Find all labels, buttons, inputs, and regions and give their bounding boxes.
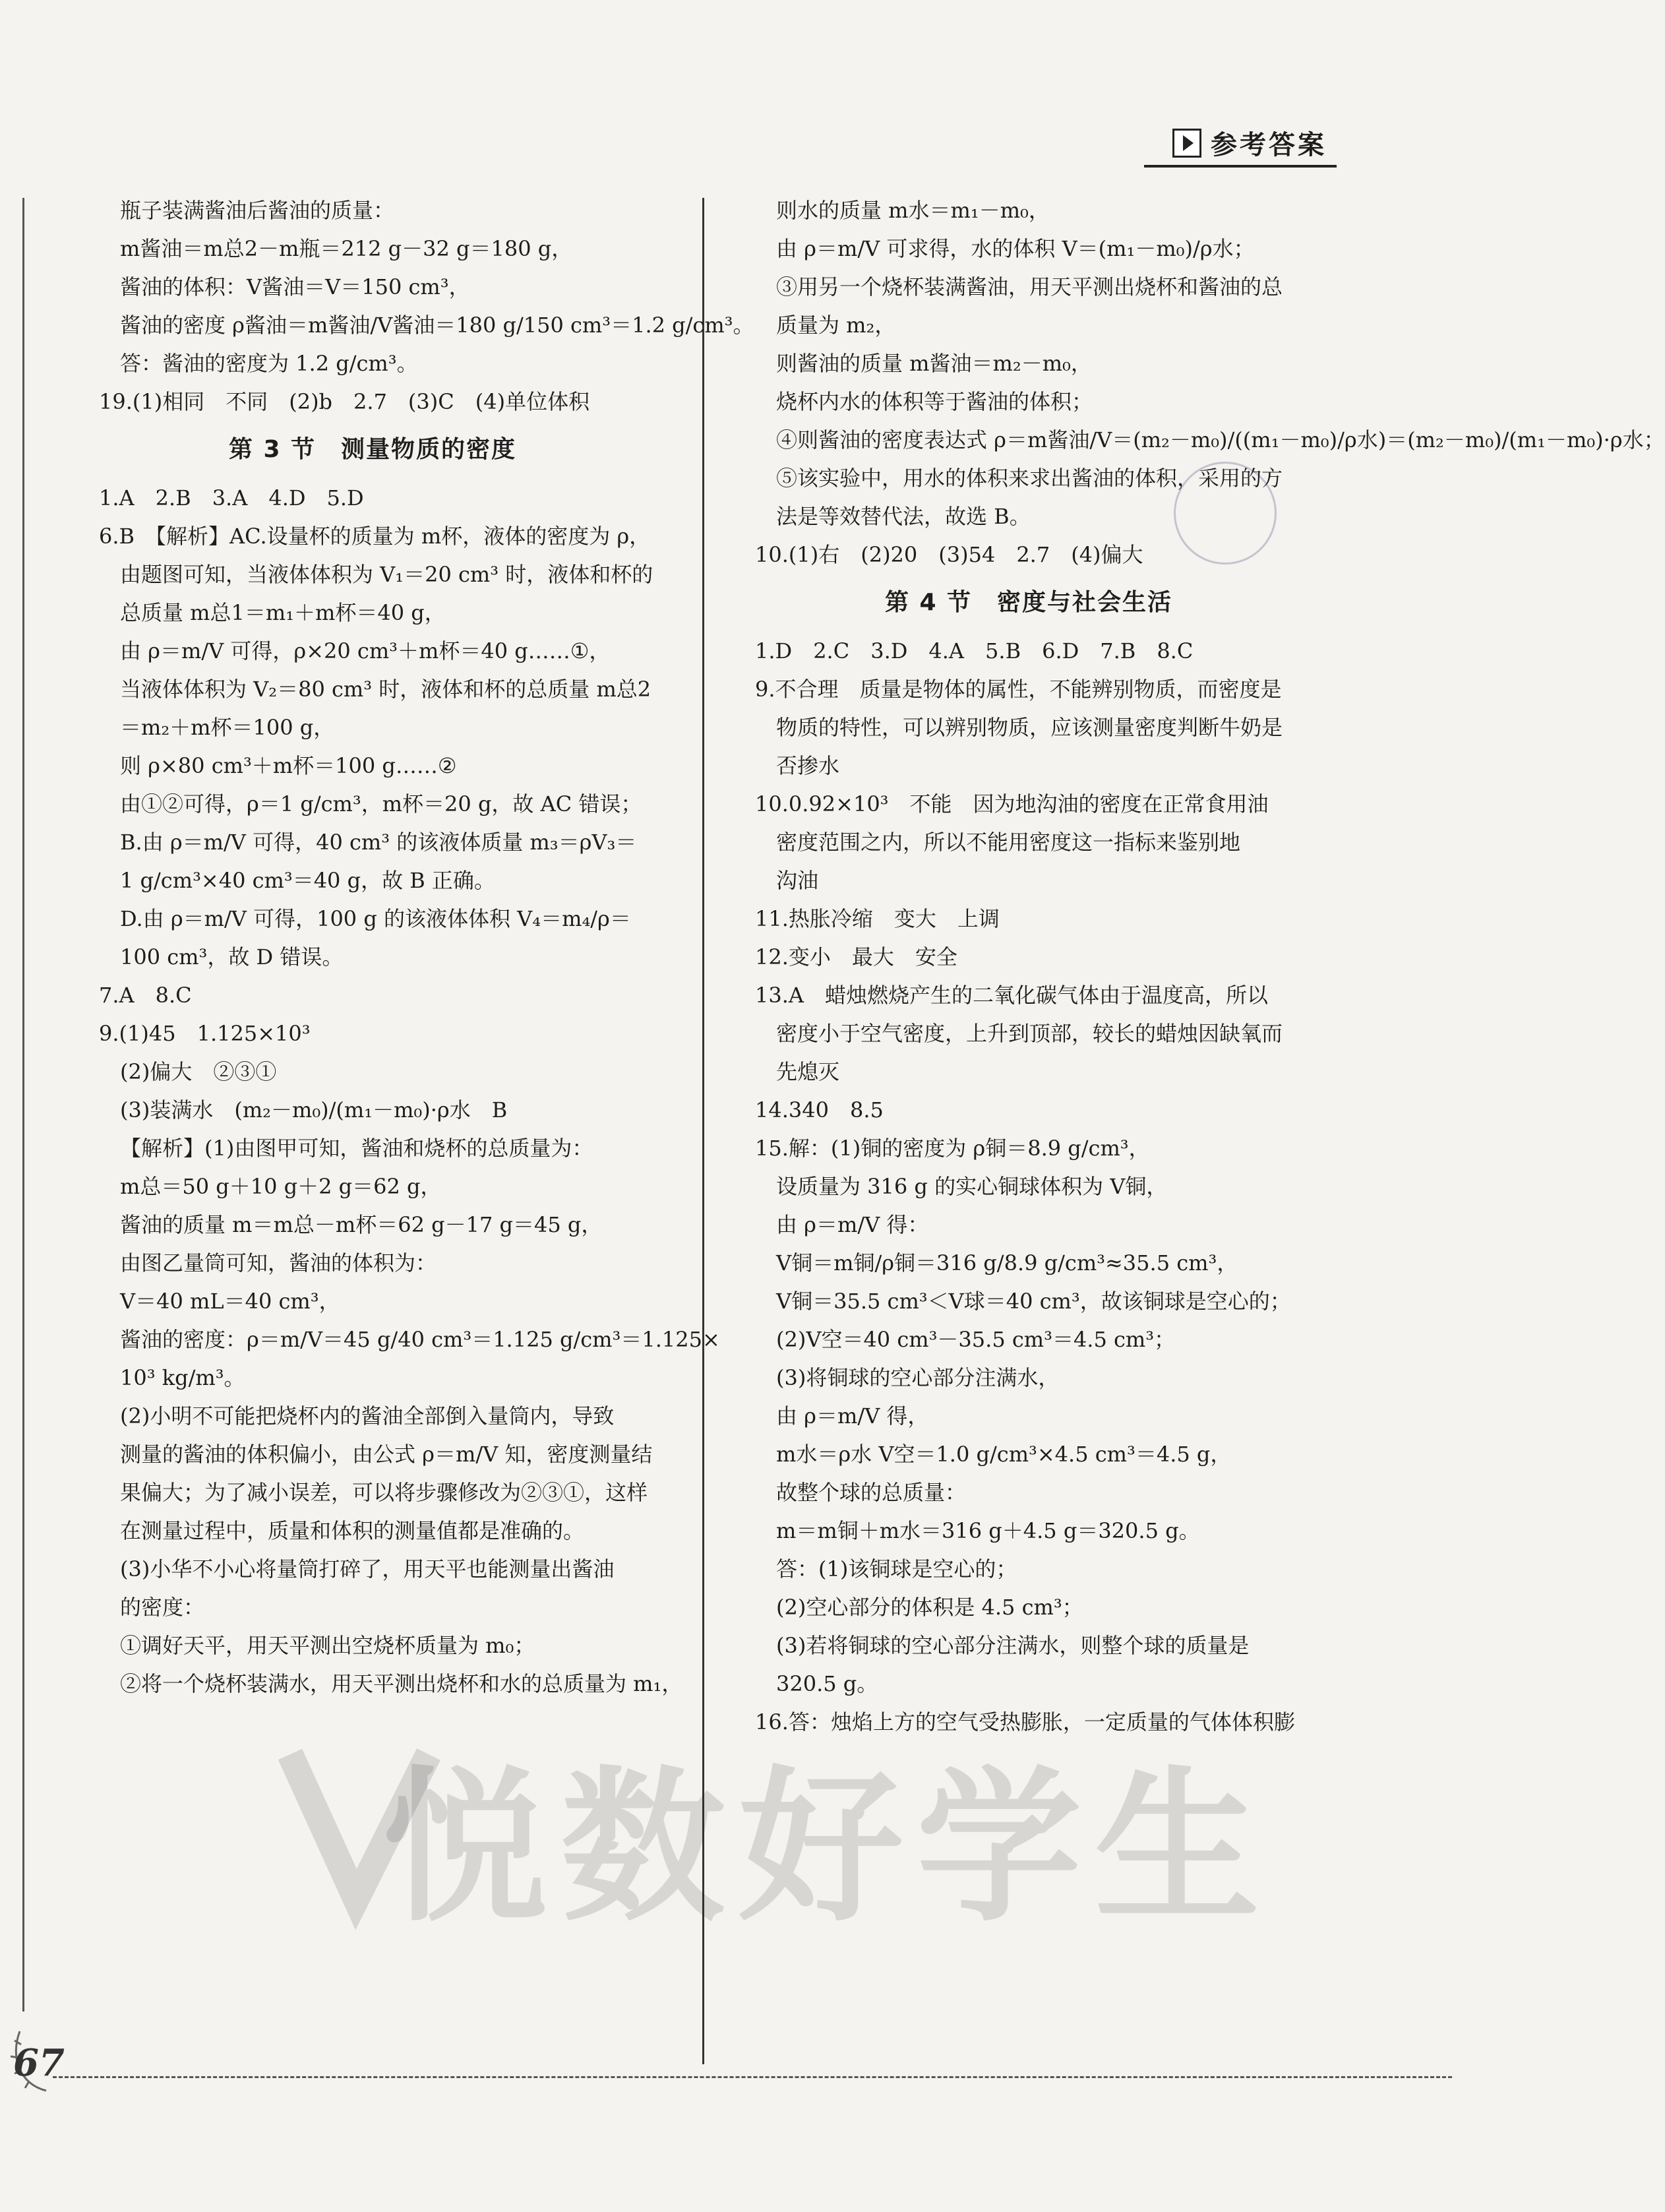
play-icon xyxy=(1172,129,1201,158)
text-line: ④则酱油的密度表达式 ρ＝m酱油/V＝(m₂－m₀)/((m₁－m₀)/ρ水)＝(m₂－m₀)/(m₁－m₀)·ρ水； xyxy=(776,427,1665,452)
text-line: 密度小于空气密度，上升到顶部，较长的蜡烛因缺氧而 xyxy=(776,1021,1283,1046)
text-line: (3)若将铜球的空心部分注满水，则整个球的质量是 xyxy=(776,1633,1250,1658)
text-line: 故整个球的总质量： xyxy=(776,1480,967,1505)
text-line: 由 ρ＝m/V 可得，ρ×20 cm³＋m杯＝40 g……①， xyxy=(120,638,611,663)
text-line: m＝m铜＋m水＝316 g＋4.5 g＝320.5 g。 xyxy=(776,1518,1200,1543)
page-header xyxy=(1172,124,1327,162)
text-line: 酱油的密度：ρ＝m/V＝45 g/40 cm³＝1.125 g/cm³＝1.125× xyxy=(120,1327,720,1352)
text-line: 在测量过程中，质量和体积的测量值都是准确的。 xyxy=(120,1518,585,1543)
text-line: 则 ρ×80 cm³＋m杯＝100 g……② xyxy=(120,753,457,778)
footer-rule xyxy=(53,2076,1452,2078)
text-line: 果偏大；为了减小误差，可以将步骤修改为②③①，这样 xyxy=(120,1480,648,1505)
text-line: m水＝ρ水 V空＝1.0 g/cm³×4.5 cm³＝4.5 g， xyxy=(776,1442,1232,1467)
text-line: V铜＝35.5 cm³＜V球＝40 cm³，故该铜球是空心的； xyxy=(776,1289,1291,1314)
left-column xyxy=(99,191,754,1703)
text-line: 物质的特性，可以辨别物质，应该测量密度判断牛奶是 xyxy=(776,715,1283,740)
text-line: ＝m₂＋m杯＝100 g， xyxy=(120,715,335,740)
text-line: 酱油的体积：V酱油＝V＝150 cm³， xyxy=(120,274,470,299)
watermark-text: 悦数好学生 xyxy=(382,1752,1273,1944)
header-rule xyxy=(1144,165,1337,168)
text-line: m总＝50 g＋10 g＋2 g＝62 g， xyxy=(120,1174,442,1199)
text-line: 14.340 8.5 xyxy=(755,1097,884,1122)
text-line: V＝40 mL＝40 cm³， xyxy=(120,1289,340,1314)
text-line: 由 ρ＝m/V 可求得，水的体积 V＝(m₁－m₀)/ρ水； xyxy=(776,236,1255,261)
text-line: 当液体体积为 V₂＝80 cm³ 时，液体和杯的总质量 m总2 xyxy=(120,677,651,702)
text-line: 质量为 m₂， xyxy=(776,313,896,338)
text-line: (3)将铜球的空心部分注满水， xyxy=(776,1365,1060,1390)
text-line: ①调好天平，用天平测出空烧杯质量为 m₀； xyxy=(120,1633,535,1658)
text-line: 7.A 8.C xyxy=(99,983,192,1008)
margin-line xyxy=(22,198,24,2012)
text-line: 19.(1)相同 不同 (2)b 2.7 (3)C (4)单位体积 xyxy=(99,389,590,414)
text-line: 【解析】(1)由图甲可知，酱油和烧杯的总质量为： xyxy=(120,1136,593,1161)
text-line: 先熄灭 xyxy=(776,1059,840,1084)
text-line: 否掺水 xyxy=(776,753,840,778)
text-line: ③用另一个烧杯装满酱油，用天平测出烧杯和酱油的总 xyxy=(776,274,1283,299)
text-line: 9.(1)45 1.125×10³ xyxy=(99,1021,311,1046)
text-line: (2)偏大 ②③① xyxy=(120,1059,277,1084)
text-line: 则水的质量 m水＝m₁－m₀， xyxy=(776,198,1050,223)
text-line: 11.热胀冷缩 变大 上调 xyxy=(755,906,1000,931)
text-line: B.由 ρ＝m/V 可得，40 cm³ 的该液体质量 m₃＝ρV₃＝ xyxy=(120,830,637,855)
text-line: 1.D 2.C 3.D 4.A 5.B 6.D 7.B 8.C xyxy=(755,638,1194,663)
section-heading: 第 4 节 密度与社会生活 xyxy=(884,589,1173,616)
text-line: (3)小华不小心将量筒打碎了，用天平也能测量出酱油 xyxy=(120,1556,615,1582)
text-line: 总质量 m总1＝m₁＋m杯＝40 g， xyxy=(120,600,446,625)
text-line: (2)空心部分的体积是 4.5 cm³； xyxy=(776,1595,1083,1620)
section-heading: 第 3 节 测量物质的密度 xyxy=(228,436,517,463)
text-line: 320.5 g。 xyxy=(776,1671,878,1696)
text-line: 6.B 【解析】AC.设量杯的质量为 m杯，液体的密度为 ρ， xyxy=(99,524,651,549)
text-line: 密度范围之内，所以不能用密度这一指标来鉴别地 xyxy=(776,830,1241,855)
text-line: 则酱油的质量 m酱油＝m₂－m₀， xyxy=(776,351,1092,376)
text-line: 答：酱油的密度为 1.2 g/cm³。 xyxy=(120,351,418,376)
text-line: 设质量为 316 g 的实心铜球体积为 V铜， xyxy=(776,1174,1168,1199)
text-line: 瓶子装满酱油后酱油的质量： xyxy=(120,198,395,223)
text-line: 由 ρ＝m/V 得： xyxy=(776,1212,929,1237)
text-line: 16.答：烛焰上方的空气受热膨胀，一定质量的气体体积膨 xyxy=(755,1709,1295,1735)
text-line: 由 ρ＝m/V 得， xyxy=(776,1403,929,1429)
text-line: 沟油 xyxy=(776,868,819,893)
text-line: D.由 ρ＝m/V 可得，100 g 的该液体体积 V₄＝m₄/ρ＝ xyxy=(120,906,631,931)
text-line: 15.解：(1)铜的密度为 ρ铜＝8.9 g/cm³， xyxy=(755,1136,1150,1161)
text-line: 12.变小 最大 安全 xyxy=(755,944,957,969)
text-line: m酱油＝m总2－m瓶＝212 g－32 g＝180 g， xyxy=(120,236,573,261)
text-line: 法是等效替代法，故选 B。 xyxy=(776,504,1031,529)
text-line: 烧杯内水的体积等于酱油的体积； xyxy=(776,389,1093,414)
text-line: 1.A 2.B 3.A 4.D 5.D xyxy=(99,485,364,510)
right-column xyxy=(755,191,1665,1741)
text-line: (2)V空＝40 cm³－35.5 cm³＝4.5 cm³； xyxy=(776,1327,1176,1352)
header-title: 参考答案 xyxy=(1211,130,1327,160)
text-line: 9.不合理 质量是物体的属性，不能辨别物质，而密度是 xyxy=(755,677,1282,702)
text-line: (3)装满水 (m₂－m₀)/(m₁－m₀)·ρ水 B xyxy=(120,1097,508,1122)
text-line: 由①②可得，ρ＝1 g/cm³，m杯＝20 g，故 AC 错误； xyxy=(120,791,642,816)
text-line: 10.0.92×10³ 不能 因为地沟油的密度在正常食用油 xyxy=(755,791,1269,816)
text-line: 1 g/cm³×40 cm³＝40 g，故 B 正确。 xyxy=(120,868,495,893)
text-line: 13.A 蜡烛燃烧产生的二氧化碳气体由于温度高，所以 xyxy=(755,983,1269,1008)
text-line: ②将一个烧杯装满水，用天平测出烧杯和水的总质量为 m₁， xyxy=(120,1671,683,1696)
text-line: 100 cm³，故 D 错误。 xyxy=(120,944,344,969)
text-line: 测量的酱油的体积偏小，由公式 ρ＝m/V 知，密度测量结 xyxy=(120,1442,653,1467)
text-line: ⑤该实验中，用水的体积来求出酱油的体积，采用的方 xyxy=(776,466,1283,491)
text-line: 由图乙量筒可知，酱油的体积为： xyxy=(120,1250,437,1275)
text-line: 10.(1)右 (2)20 (3)54 2.7 (4)偏大 xyxy=(755,542,1143,567)
text-line: 酱油的质量 m＝m总－m杯＝62 g－17 g＝45 g， xyxy=(120,1212,603,1237)
page-number: 67 xyxy=(13,2041,65,2085)
text-line: 的密度： xyxy=(120,1595,205,1620)
text-line: (2)小明不可能把烧杯内的酱油全部倒入量筒内，导致 xyxy=(120,1403,615,1429)
text-line: 酱油的密度 ρ酱油＝m酱油/V酱油＝180 g/150 cm³＝1.2 g/cm³。 xyxy=(120,313,754,338)
text-line: V铜＝m铜/ρ铜＝316 g/8.9 g/cm³≈35.5 cm³， xyxy=(776,1250,1238,1275)
text-line: 由题图可知，当液体体积为 V₁＝20 cm³ 时，液体和杯的 xyxy=(120,562,653,587)
text-line: 10³ kg/m³。 xyxy=(120,1365,245,1390)
text-line: 答：(1)该铜球是空心的； xyxy=(776,1556,1017,1582)
